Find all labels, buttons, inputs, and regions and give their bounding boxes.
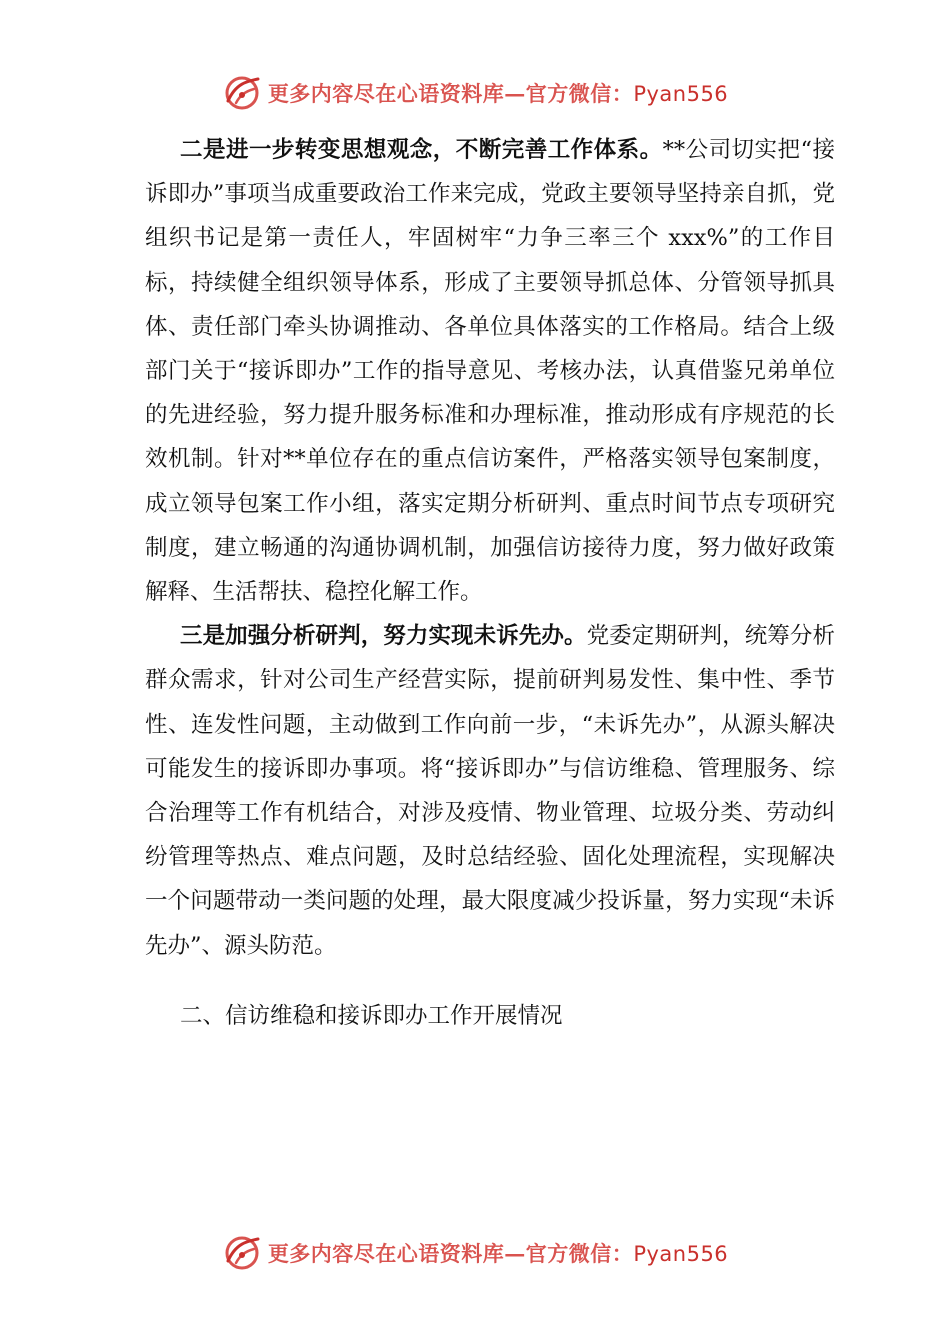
- paragraph-lead: 三是加强分析研判，努力实现未诉先办。: [180, 623, 587, 650]
- banner-text: 更多内容尽在心语资料库—官方微信：Pyan556: [267, 1241, 729, 1266]
- red-circle-logo-icon: [222, 73, 262, 113]
- paragraph-lead: 二是进一步转变思想观念，不断完善工作体系。: [180, 137, 663, 163]
- wechat-id: Pyan556: [633, 82, 729, 106]
- paragraph-2: [145, 128, 835, 614]
- paragraph-3: [145, 614, 835, 968]
- paragraph-body: 党委定期研判，统筹分析群众需求，针对公司生产经营实际，提前研判易发性、集中性、季节性、连发性问题，主动做到工作向前一步，“未诉先办”，从源头解决可能发生的接诉即办事项。将“接诉即办”与信访维稳、管理服务、综合治理等工作有机结合，对涉及疫情、物业管理、垃圾分类、劳动纠纷管理等热点、难点问题，及时总结经验、固化处理流程，实现解决一个问题带动一类问题的处理，最大限度减少投诉量，努力实现“未诉先办”、源头防范。: [145, 623, 835, 959]
- wechat-id: Pyan556: [633, 1242, 729, 1266]
- section-heading: 二、信访维稳和接诉即办工作开展情况: [180, 1002, 563, 1029]
- header-banner: [0, 70, 950, 116]
- red-circle-logo-icon: [222, 1233, 262, 1273]
- banner-text: 更多内容尽在心语资料库—官方微信：Pyan556: [267, 81, 729, 106]
- footer-banner: [0, 1230, 950, 1276]
- document-body: [145, 128, 835, 1038]
- paragraph-body: **公司切实把“接诉即办”事项当成重要政治工作来完成，党政主要领导坚持亲自抓，党组织书记是第一责任人，牢固树牢“力争三率三个 xxx%”的工作目标，持续健全组织领导体系，形成了主要领导抓总体、分管领导抓具体、责任部门牵头协调推动、各单位具体落实的工作格局。结合上级部门关于“接诉即办”工作的指导意见、考核办法，认真借鉴兄弟单位的先进经验，努力提升服务标准和办理标准，推动形成有序规范的长效机制。针对**单位存在的重点信访案件，严格落实领导包案制度，成立领导包案工作小组，落实定期分析研判、重点时间节点专项研究制度，建立畅通的沟通协调机制，加强信访接待力度，努力做好政策解释、生活帮扶、稳控化解工作。: [145, 137, 835, 606]
